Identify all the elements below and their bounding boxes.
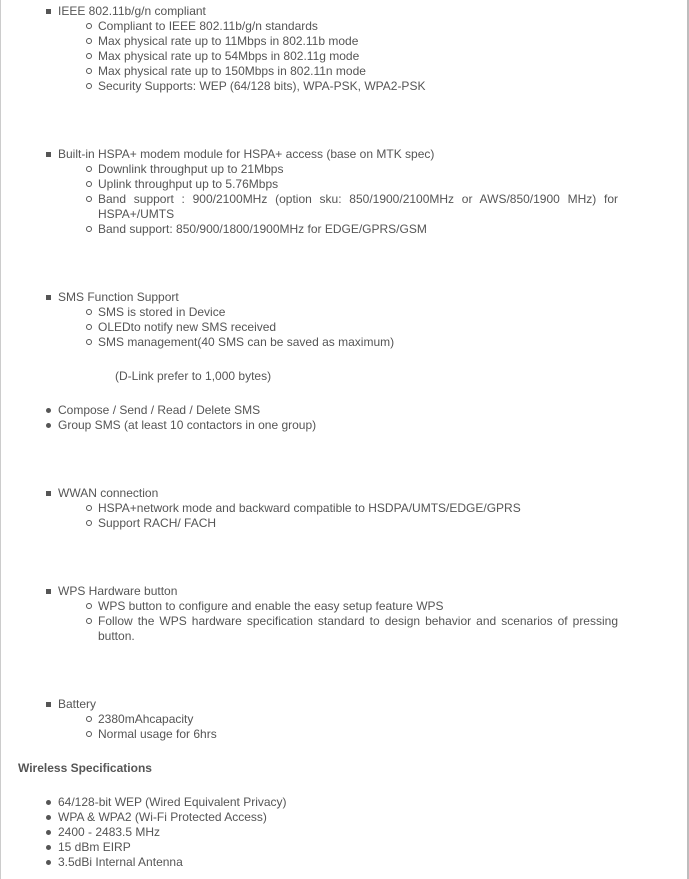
spec-subitem: Max physical rate up to 150Mbps in 802.11n mode — [98, 64, 366, 78]
spec-item-hspa: Built-in HSPA+ modem module for HSPA+ access (base on MTK spec) — [58, 147, 435, 161]
spec-subitem: Downlink throughput up to 21Mbps — [98, 162, 284, 176]
spec-item: 2400 - 2483.5 MHz — [58, 825, 161, 839]
spec-subitem: Compliant to IEEE 802.11b/g/n standards — [98, 19, 318, 33]
spec-item-wwan: WWAN connection — [58, 486, 159, 500]
spec-item-sms: SMS Function Support — [58, 290, 179, 304]
spec-subitem: Band support: 850/900/1800/1900MHz for EDGE/GPRS/GSM — [98, 222, 427, 236]
spec-item-battery: Battery — [58, 697, 97, 711]
spec-subitem: OLEDto notify new SMS received — [98, 320, 277, 334]
spec-subitem: Normal usage for 6hrs — [98, 727, 217, 741]
spec-item: 3.5dBi Internal Antenna — [58, 855, 183, 869]
spec-item: 15 dBm EIRP — [58, 840, 131, 854]
spec-subitem: Support RACH/ FACH — [98, 516, 217, 530]
spec-subitem: Max physical rate up to 11Mbps in 802.11b mode — [98, 34, 359, 48]
spec-item-ieee: IEEE 802.11b/g/n compliant — [58, 4, 206, 18]
spec-item: WPA & WPA2 (Wi-Fi Protected Access) — [58, 810, 267, 824]
spec-subitem: 2380mAhcapacity — [98, 712, 194, 726]
spec-subitem: Max physical rate up to 54Mbps in 802.11g mode — [98, 49, 360, 63]
spec-subitem: Uplink throughput up to 5.76Mbps — [98, 177, 279, 191]
spec-item: Group SMS (at least 10 contactors in one group) — [58, 418, 317, 432]
spec-subitem: HSPA+network mode and backward compatible to HSDPA/UMTS/EDGE/GPRS — [98, 501, 521, 515]
spec-subitem: Security Supports: WEP (64/128 bits), WPA-PSK, WPA2-PSK — [98, 79, 426, 93]
spec-subitem: WPS button to configure and enable the easy setup feature WPS — [98, 599, 444, 613]
spec-item: 64/128-bit WEP (Wired Equivalent Privacy) — [58, 795, 287, 809]
spec-subitem: Follow the WPS hardware specification standard to design behavior and scenarios of pressing button. — [98, 614, 618, 643]
spec-item-wps: WPS Hardware button — [58, 584, 178, 598]
spec-subitem: SMS is stored in Device — [98, 305, 226, 319]
section-heading-wireless: Wireless Specifications — [18, 761, 152, 775]
page-border-left — [0, 0, 1, 879]
sms-note: (D-Link prefer to 1,000 bytes) — [115, 369, 272, 383]
spec-subitem: Band support : 900/2100MHz (option sku: 850/1900/2100MHz or AWS/850/1900 MHz) for HSPA+/UMTS — [98, 192, 618, 221]
spec-item: Compose / Send / Read / Delete SMS — [58, 403, 261, 417]
spec-subitem: SMS management(40 SMS can be saved as maximum) — [98, 335, 395, 349]
